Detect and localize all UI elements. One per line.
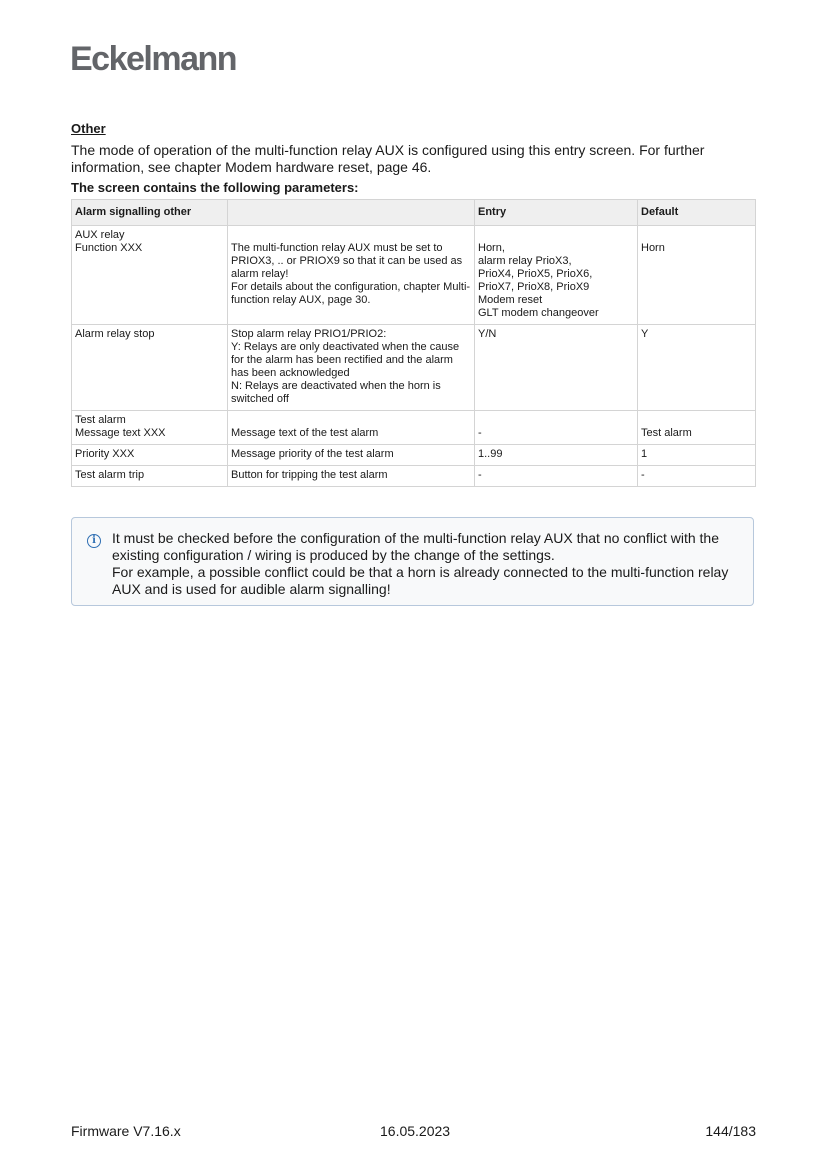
param-entry: - — [478, 427, 482, 439]
param-name: Priority XXX — [72, 445, 228, 466]
param-entry: - — [475, 466, 638, 487]
footer-version: Firmware V7.16.x — [71, 1123, 181, 1139]
footer-date: 16.05.2023 — [380, 1123, 451, 1139]
info-icon: i — [87, 534, 101, 548]
header-description — [228, 200, 475, 226]
table-row — [72, 445, 756, 466]
param-name: Alarm relay stop — [72, 325, 228, 411]
parameters-heading: The screen contains the following parameters: — [71, 180, 359, 195]
header-default: Default — [638, 200, 756, 226]
param-default-cell — [638, 226, 756, 325]
info-note-text: It must be checked before the configuration of the multi-function relay AUX that no conflict with the existing configuration / wiring is produced by the change of the settings. For example, a possible conflict could be that a horn is already connected to the multi-function relay AUX and is used for audible alarm signalling! — [112, 530, 729, 597]
param-description: The multi-function relay AUX must be set to PRIOX3, .. or PRIOX9 so that it can be used as alarm relay! For details about the configuration, chapter Multi-function relay AUX, page 30. — [231, 242, 471, 306]
table-row — [72, 325, 756, 411]
param-name: Test alarm Message text XXX — [72, 411, 228, 445]
header-entry: Entry — [475, 200, 638, 226]
table-row — [72, 466, 756, 487]
footer-page-number: 144/183 — [705, 1123, 756, 1139]
param-description: Message text of the test alarm — [231, 427, 379, 439]
info-note — [71, 517, 754, 606]
intro-paragraph: The mode of operation of the multi-function relay AUX is configured using this entry screen. For further information, see chapter Modem hardware reset, page 46. — [71, 142, 705, 175]
section-title: Other — [71, 121, 106, 136]
param-default-cell — [638, 411, 756, 445]
company-logo: Eckelmann — [70, 40, 237, 78]
param-entry: 1..99 — [475, 445, 638, 466]
param-description: Message priority of the test alarm — [228, 445, 475, 466]
param-default: Test alarm — [641, 427, 692, 439]
param-name: Test alarm trip — [72, 466, 228, 487]
param-description-cell — [228, 411, 475, 445]
param-entry: Y/N — [475, 325, 638, 411]
param-default: 1 — [638, 445, 756, 466]
param-entry-cell — [475, 411, 638, 445]
param-description: Stop alarm relay PRIO1/PRIO2: Y: Relays are only deactivated when the cause for the alarm has been rectified and the alarm has been acknowledged N: Relays are deactivated when the horn is switched off — [228, 325, 475, 411]
param-entry: Horn, alarm relay PrioX3, PrioX4, PrioX5, PrioX6, PrioX7, PrioX8, PrioX9 Modem reset GLT modem changeover — [478, 242, 599, 319]
param-description-cell — [228, 226, 475, 325]
param-default: Horn — [641, 242, 665, 254]
parameters-table — [71, 199, 756, 487]
table-row — [72, 411, 756, 445]
table-row — [72, 226, 756, 325]
param-entry-cell — [475, 226, 638, 325]
table-header-row — [72, 200, 756, 226]
param-default: Y — [638, 325, 756, 411]
param-default: - — [638, 466, 756, 487]
header-parameter: Alarm signalling other — [72, 200, 228, 226]
param-name: AUX relay Function XXX — [72, 226, 228, 325]
param-description: Button for tripping the test alarm — [228, 466, 475, 487]
